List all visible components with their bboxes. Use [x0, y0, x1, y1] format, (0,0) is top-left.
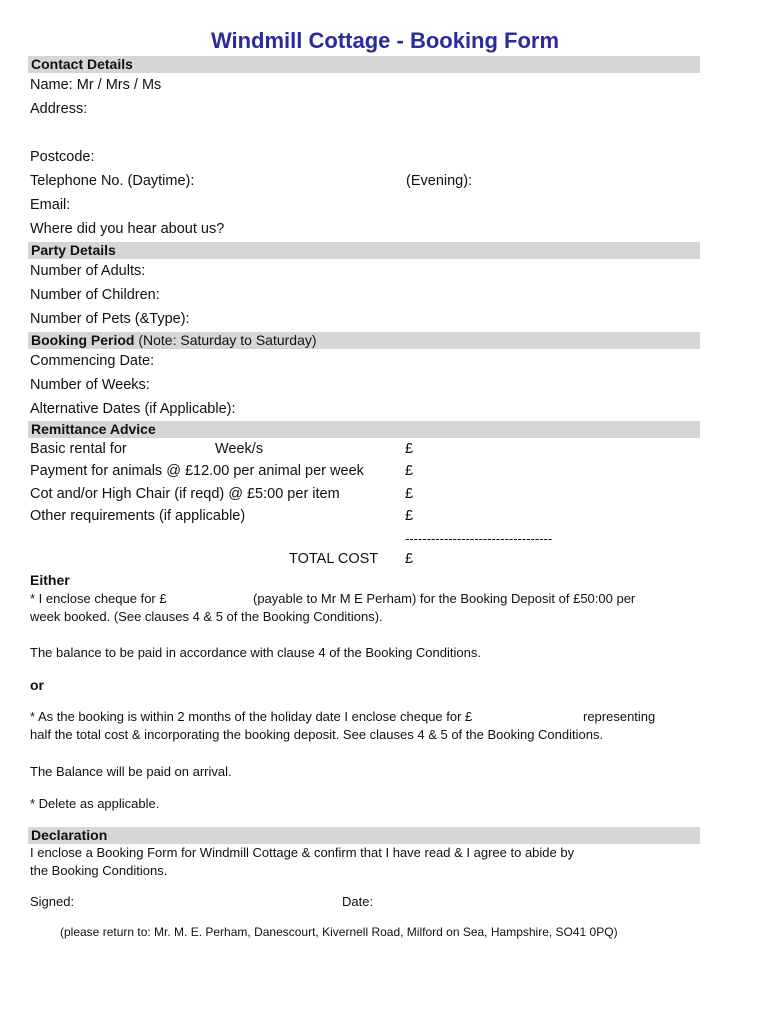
date-label: Date:	[342, 894, 374, 909]
delete-applicable-note: * Delete as applicable.	[30, 796, 160, 811]
or-heading: or	[30, 677, 44, 693]
option1-text-line2: week booked. (See clauses 4 & 5 of the Booking Conditions).	[30, 609, 383, 624]
address-field-label: Address:	[30, 101, 88, 117]
weeks-unit-label: Week/s	[215, 441, 264, 457]
balance-clause-text: The balance to be paid in accordance with clause 4 of the Booking Conditions.	[30, 645, 481, 660]
option2-text-start: * As the booking is within 2 months of the holiday date I enclose cheque for £	[30, 709, 473, 724]
cot-highchair-currency: £	[405, 486, 414, 502]
declaration-line2: the Booking Conditions.	[30, 863, 168, 878]
telephone-evening-label: (Evening):	[406, 173, 473, 189]
either-heading: Either	[30, 572, 70, 588]
declaration-band	[28, 827, 700, 844]
total-cost-currency: £	[405, 551, 414, 567]
declaration-heading: Declaration	[31, 827, 108, 843]
option2-text-line2: half the total cost & incorporating the booking deposit. See clauses 4 & 5 of the Booking Conditions.	[30, 727, 604, 742]
declaration-line1: I enclose a Booking Form for Windmill Cottage & confirm that I have read & I agree to abide by	[30, 845, 575, 860]
email-field-label: Email:	[30, 197, 71, 213]
commencing-date-label: Commencing Date:	[30, 353, 155, 369]
party-details-band	[28, 242, 700, 259]
booking-period-title: Booking Period	[31, 332, 135, 348]
form-title: Windmill Cottage - Booking Form	[210, 28, 560, 53]
alternative-dates-label: Alternative Dates (if Applicable):	[30, 401, 236, 417]
contact-details-heading: Contact Details	[31, 56, 133, 72]
booking-period-heading	[31, 332, 317, 348]
total-separator-dashes: ----------------------------------	[405, 531, 553, 546]
telephone-daytime-label: Telephone No. (Daytime):	[30, 173, 195, 189]
option2-text-end: representing	[583, 709, 656, 724]
party-details-heading: Party Details	[31, 242, 116, 258]
basic-rental-currency: £	[405, 441, 414, 457]
remittance-advice-heading: Remittance Advice	[31, 421, 156, 437]
signed-label: Signed:	[30, 894, 75, 909]
pets-field-label: Number of Pets (&Type):	[30, 311, 190, 327]
other-requirements-label: Other requirements (if applicable)	[30, 508, 246, 524]
total-cost-label: TOTAL COST	[289, 551, 379, 567]
children-field-label: Number of Children:	[30, 287, 160, 303]
booking-period-note: (Note: Saturday to Saturday)	[138, 332, 317, 348]
animals-payment-label: Payment for animals @ £12.00 per animal per week	[30, 463, 364, 479]
animals-payment-currency: £	[405, 463, 414, 479]
option1-text-start: * I enclose cheque for £	[30, 591, 167, 606]
return-address-note: (please return to: Mr. M. E. Perham, Danescourt, Kivernell Road, Milford on Sea, Hampshire, SO41 0PQ)	[60, 925, 618, 939]
balance-on-arrival-text: The Balance will be paid on arrival.	[30, 764, 232, 779]
basic-rental-label: Basic rental for	[30, 441, 127, 457]
name-field-label: Name: Mr / Mrs / Ms	[30, 77, 162, 93]
adults-field-label: Number of Adults:	[30, 263, 146, 279]
cot-highchair-label: Cot and/or High Chair (if reqd) @ £5:00 per item	[30, 486, 340, 502]
other-requirements-currency: £	[405, 508, 414, 524]
number-of-weeks-label: Number of Weeks:	[30, 377, 150, 393]
hear-about-us-label: Where did you hear about us?	[30, 221, 225, 237]
option1-text-end: (payable to Mr M E Perham) for the Booking Deposit of £50:00 per	[253, 591, 636, 606]
postcode-field-label: Postcode:	[30, 149, 95, 165]
